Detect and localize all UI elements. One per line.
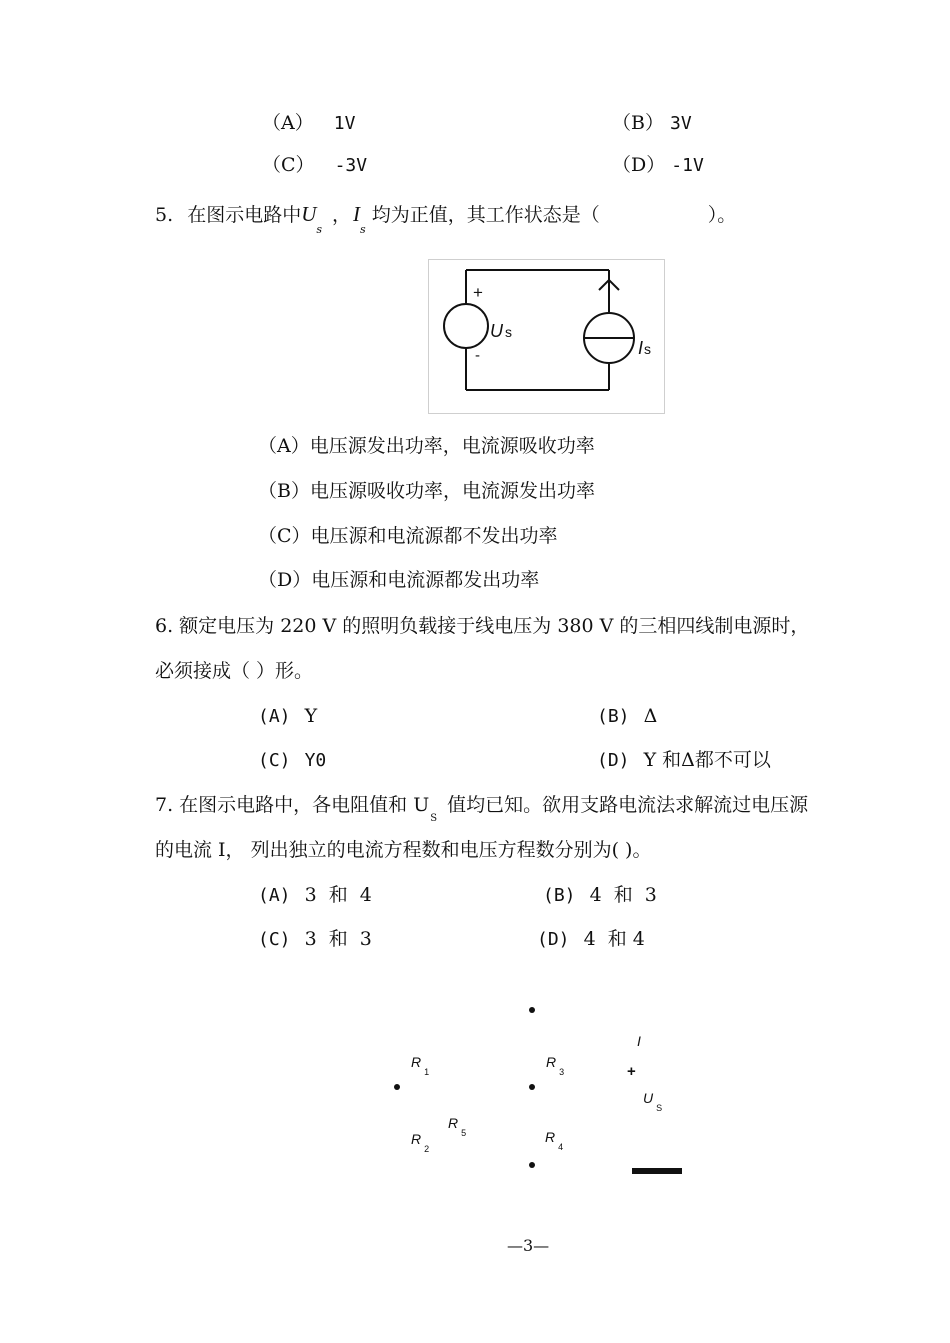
q7-option-b-label: (B) (543, 885, 576, 906)
vs-minus-sign: - (475, 347, 480, 364)
q4-option-d (612, 156, 704, 175)
q6-option-c-value: Y0 (304, 750, 327, 771)
label-r1: $R_1$ (411, 1054, 430, 1077)
label-r3: $R_3$ (546, 1054, 565, 1077)
q5-option-b: （B）电压源吸收功率，电流源发出功率 (258, 480, 595, 502)
q7-option-c-value: 3 和 3 (304, 928, 372, 950)
q5-option-c: （C）电压源和电流源都不发出功率 (258, 525, 558, 547)
q7-option-d (537, 930, 645, 949)
q7-question-line2: 的电流 I， 列出独立的电流方程数和电压方程数分别为( )。 (155, 839, 652, 861)
q5-circuit-diagram (429, 260, 664, 413)
q7-option-c-label: (C) (258, 929, 291, 950)
q7-option-a (258, 886, 372, 905)
label-us: $U_S$ (643, 1090, 663, 1113)
q5-text-b: 均为正值，其工作状态是（ (371, 204, 600, 226)
q4-option-a-value: 1V (333, 113, 356, 134)
q5-is-sub: s (360, 223, 366, 236)
q6-option-b (597, 707, 657, 726)
node-top (529, 1007, 535, 1013)
vs-label-sub: s (505, 324, 512, 340)
q4-option-d-value: -1V (671, 155, 704, 176)
label-r4: $R_4$ (545, 1129, 564, 1152)
q5-us-symbol: U (301, 202, 317, 226)
q5-us-sub: s (316, 223, 323, 236)
q6-option-b-label: (B) (597, 706, 630, 727)
q7-option-d-label: (D) (537, 929, 570, 950)
q6-question-line1: 6. 额定电压为 220 V 的照明负载接于线电压为 380 V 的三相四线制电源时， (155, 615, 810, 637)
q6-option-a-label: (A) (258, 706, 291, 727)
voltage-source-bar (632, 1168, 682, 1174)
q4-option-a-label: （A） (262, 112, 314, 134)
page-number: —3— (507, 1236, 550, 1255)
q7-line1-a: 7. 在图示电路中，各电阻值和 U (155, 794, 430, 816)
q7-question-line1 (155, 794, 809, 824)
voltage-source-icon (444, 304, 488, 348)
q5-is-symbol: I (353, 202, 361, 226)
q6-option-b-value: Δ (643, 705, 658, 727)
q4-option-c-value: -3V (334, 155, 368, 176)
q5-option-d: （D）电压源和电流源都发出功率 (258, 569, 540, 591)
q5-comma: ， (332, 204, 352, 226)
q4-option-b-label: （B） (612, 112, 664, 134)
cs-label-sub: s (644, 341, 652, 357)
q6-option-d-value: Y 和Δ都不可以 (643, 749, 771, 771)
q4-option-a (262, 114, 355, 133)
label-r2: $R_2$ (411, 1131, 430, 1154)
q4-option-b (612, 114, 692, 133)
q6-option-d (597, 751, 771, 770)
q7-option-b (543, 886, 657, 905)
q6-option-c-label: (C) (258, 750, 291, 771)
q6-option-a (258, 707, 317, 726)
q6-option-a-value: Y (304, 705, 318, 727)
node-left (394, 1084, 400, 1090)
cs-label (638, 339, 651, 358)
q4-option-c-label: （C） (262, 154, 315, 176)
q4-option-c (262, 156, 367, 175)
q5-question (155, 202, 737, 236)
node-bottom (529, 1162, 535, 1168)
q7-line1-b: 值均已知。欲用支路电流法求解流过电压源 (447, 794, 809, 816)
q5-number: 5. (155, 204, 174, 226)
label-current-i: I (637, 1033, 641, 1049)
q6-option-d-label: (D) (597, 750, 630, 771)
node-middle (529, 1084, 535, 1090)
vs-label (490, 322, 512, 341)
q7-circuit-figure (380, 995, 710, 1195)
q7-option-b-value: 4 和 3 (589, 884, 657, 906)
label-plus: + (627, 1063, 636, 1080)
q7-option-a-label: (A) (258, 885, 291, 906)
q7-option-a-value: 3 和 4 (304, 884, 372, 906)
q5-option-a: （A）电压源发出功率，电流源吸收功率 (258, 435, 595, 457)
q5-circuit-figure (428, 259, 665, 414)
q7-line1-sub: S (430, 813, 438, 824)
q5-text-c: ）。 (707, 204, 737, 226)
vs-label-u: U (490, 321, 503, 341)
q4-option-d-label: （D） (612, 154, 666, 176)
label-r5: $R_5$ (448, 1115, 467, 1138)
q7-option-c (258, 930, 372, 949)
q5-text-a: 在图示电路中 (187, 204, 302, 226)
q6-option-c (258, 751, 326, 770)
q7-option-d-value: 4 和 4 (583, 928, 645, 950)
vs-plus-sign: + (473, 283, 483, 302)
q4-option-b-value: 3V (670, 113, 692, 134)
q6-question-line2: 必须接成（ ）形。 (155, 660, 314, 682)
cs-label-i: I (638, 338, 644, 358)
